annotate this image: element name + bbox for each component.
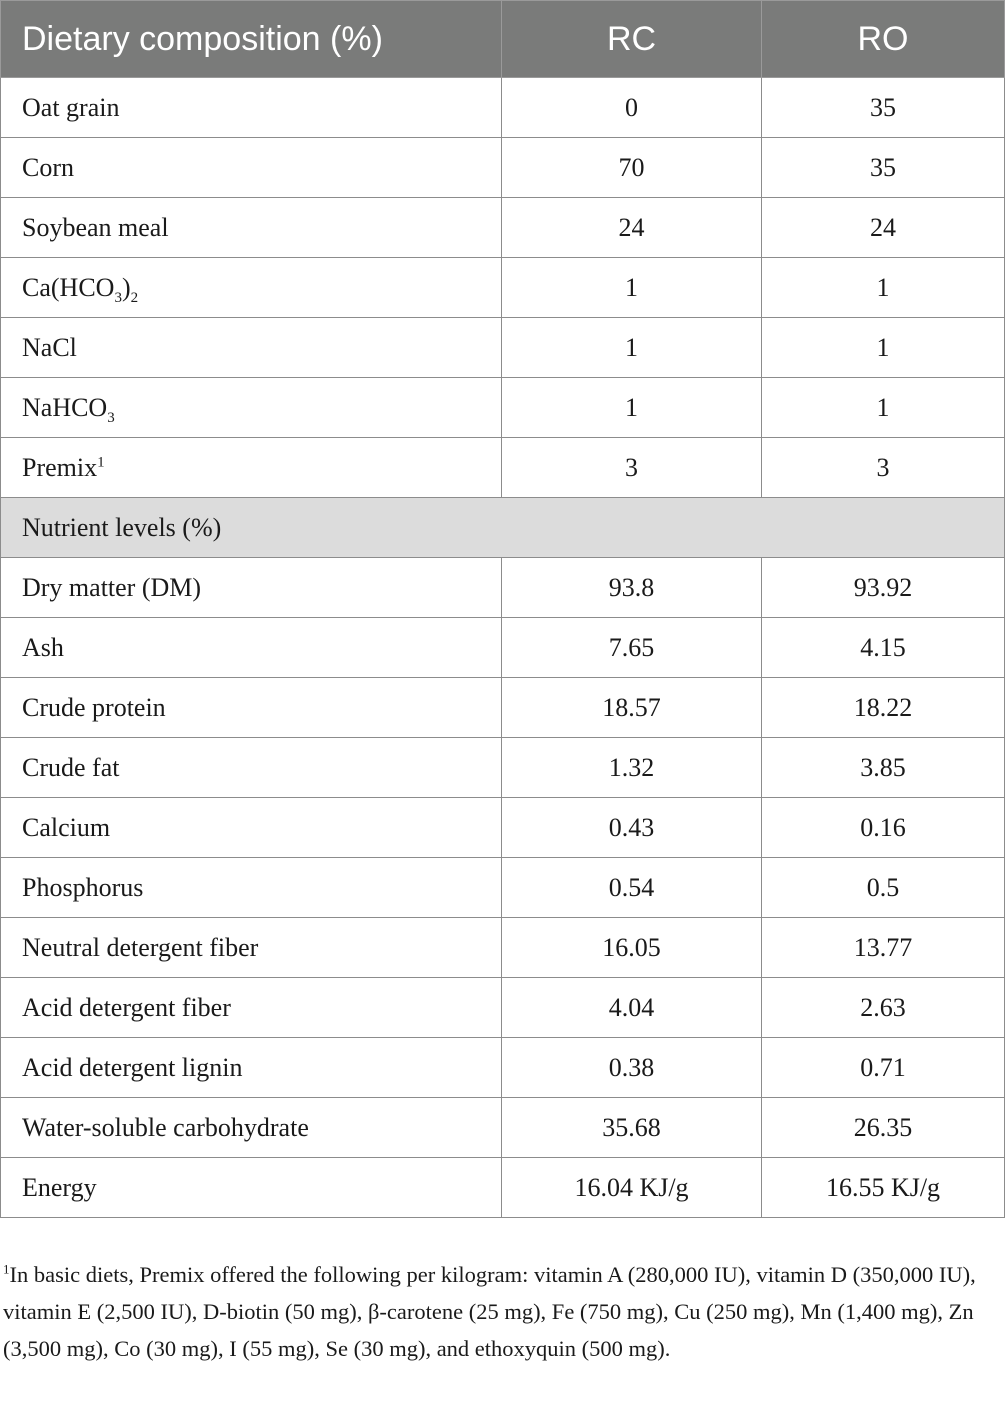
table-row — [1, 198, 1005, 258]
section-label-nutrient-levels: Nutrient levels (%) — [1, 498, 1005, 558]
footnote-text: In basic diets, Premix offered the following per kilogram: vitamin A (280,000 IU), vitamin D (350,000 IU), vitamin E (2,500 IU), D-biotin (50 mg), β-carotene (25 mg), Fe (750 mg), Cu (250 mg), Mn (1,400 mg), Zn (3,500 mg), Co (30 mg), I (55 mg), Se (30 mg), and ethoxyquin (500 mg). — [3, 1262, 976, 1361]
footnote-marker: 1 — [3, 1261, 10, 1277]
row-label: Crude protein — [1, 678, 502, 738]
table-row — [1, 78, 1005, 138]
table-row — [1, 378, 1005, 438]
table-row — [1, 558, 1005, 618]
ro-value: 1 — [762, 378, 1005, 438]
row-label-calcium-bicarbonate — [1, 258, 502, 318]
row-label: Ash — [1, 618, 502, 678]
rc-value: 3 — [502, 438, 762, 498]
rc-value: 24 — [502, 198, 762, 258]
ro-value: 3.85 — [762, 738, 1005, 798]
rc-value: 16.05 — [502, 918, 762, 978]
table-row — [1, 978, 1005, 1038]
ro-value: 35 — [762, 78, 1005, 138]
footnote-marker: 1 — [97, 453, 105, 470]
header-rc: RC — [502, 1, 762, 78]
ro-value: 16.55 KJ/g — [762, 1158, 1005, 1218]
rc-value: 0.54 — [502, 858, 762, 918]
table-header-row — [1, 1, 1005, 78]
row-label: Energy — [1, 1158, 502, 1218]
rc-value: 0 — [502, 78, 762, 138]
ro-value: 13.77 — [762, 918, 1005, 978]
rc-value: 0.38 — [502, 1038, 762, 1098]
row-label-sodium-bicarbonate — [1, 378, 502, 438]
rc-value: 4.04 — [502, 978, 762, 1038]
subscript: 2 — [130, 289, 139, 306]
row-label: Crude fat — [1, 738, 502, 798]
header-dietary-composition: Dietary composition (%) — [1, 1, 502, 78]
row-label: Dry matter (DM) — [1, 558, 502, 618]
rc-value: 0.43 — [502, 798, 762, 858]
row-label: Calcium — [1, 798, 502, 858]
label-text: NaHCO — [22, 392, 108, 422]
table-footnote — [0, 1256, 993, 1367]
ro-value: 0.71 — [762, 1038, 1005, 1098]
section-header-row — [1, 498, 1005, 558]
row-label: Acid detergent lignin — [1, 1038, 502, 1098]
ro-value: 0.16 — [762, 798, 1005, 858]
label-text: Premix — [22, 452, 98, 482]
rc-value: 1 — [502, 318, 762, 378]
ro-value: 18.22 — [762, 678, 1005, 738]
ro-value: 4.15 — [762, 618, 1005, 678]
row-label: Oat grain — [1, 78, 502, 138]
label-text: Ca(HCO — [22, 272, 115, 302]
rc-value: 70 — [502, 138, 762, 198]
row-label: NaCl — [1, 318, 502, 378]
ro-value: 3 — [762, 438, 1005, 498]
table-row — [1, 258, 1005, 318]
row-label: Acid detergent fiber — [1, 978, 502, 1038]
ro-value: 1 — [762, 258, 1005, 318]
table-row — [1, 678, 1005, 738]
header-ro: RO — [762, 1, 1005, 78]
row-label: Corn — [1, 138, 502, 198]
table-row — [1, 858, 1005, 918]
subscript: 3 — [107, 409, 115, 426]
rc-value: 1 — [502, 378, 762, 438]
rc-value: 18.57 — [502, 678, 762, 738]
rc-value: 1.32 — [502, 738, 762, 798]
table-row — [1, 618, 1005, 678]
ro-value: 0.5 — [762, 858, 1005, 918]
ro-value: 26.35 — [762, 1098, 1005, 1158]
table-row — [1, 918, 1005, 978]
subscript: 3 — [114, 289, 122, 306]
rc-value: 35.68 — [502, 1098, 762, 1158]
row-label-premix — [1, 438, 502, 498]
table-row — [1, 798, 1005, 858]
row-label: Soybean meal — [1, 198, 502, 258]
label-text: ) — [121, 272, 131, 302]
row-label: Neutral detergent fiber — [1, 918, 502, 978]
ro-value: 24 — [762, 198, 1005, 258]
table-row — [1, 738, 1005, 798]
rc-value: 93.8 — [502, 558, 762, 618]
row-label: Water-soluble carbohydrate — [1, 1098, 502, 1158]
row-label: Phosphorus — [1, 858, 502, 918]
ro-value: 2.63 — [762, 978, 1005, 1038]
rc-value: 16.04 KJ/g — [502, 1158, 762, 1218]
ro-value: 1 — [762, 318, 1005, 378]
rc-value: 1 — [502, 258, 762, 318]
table-row — [1, 1038, 1005, 1098]
rc-value: 7.65 — [502, 618, 762, 678]
table-row — [1, 138, 1005, 198]
ro-value: 35 — [762, 138, 1005, 198]
table-row — [1, 438, 1005, 498]
table-row — [1, 318, 1005, 378]
table-row — [1, 1158, 1005, 1218]
table-row — [1, 1098, 1005, 1158]
ro-value: 93.92 — [762, 558, 1005, 618]
